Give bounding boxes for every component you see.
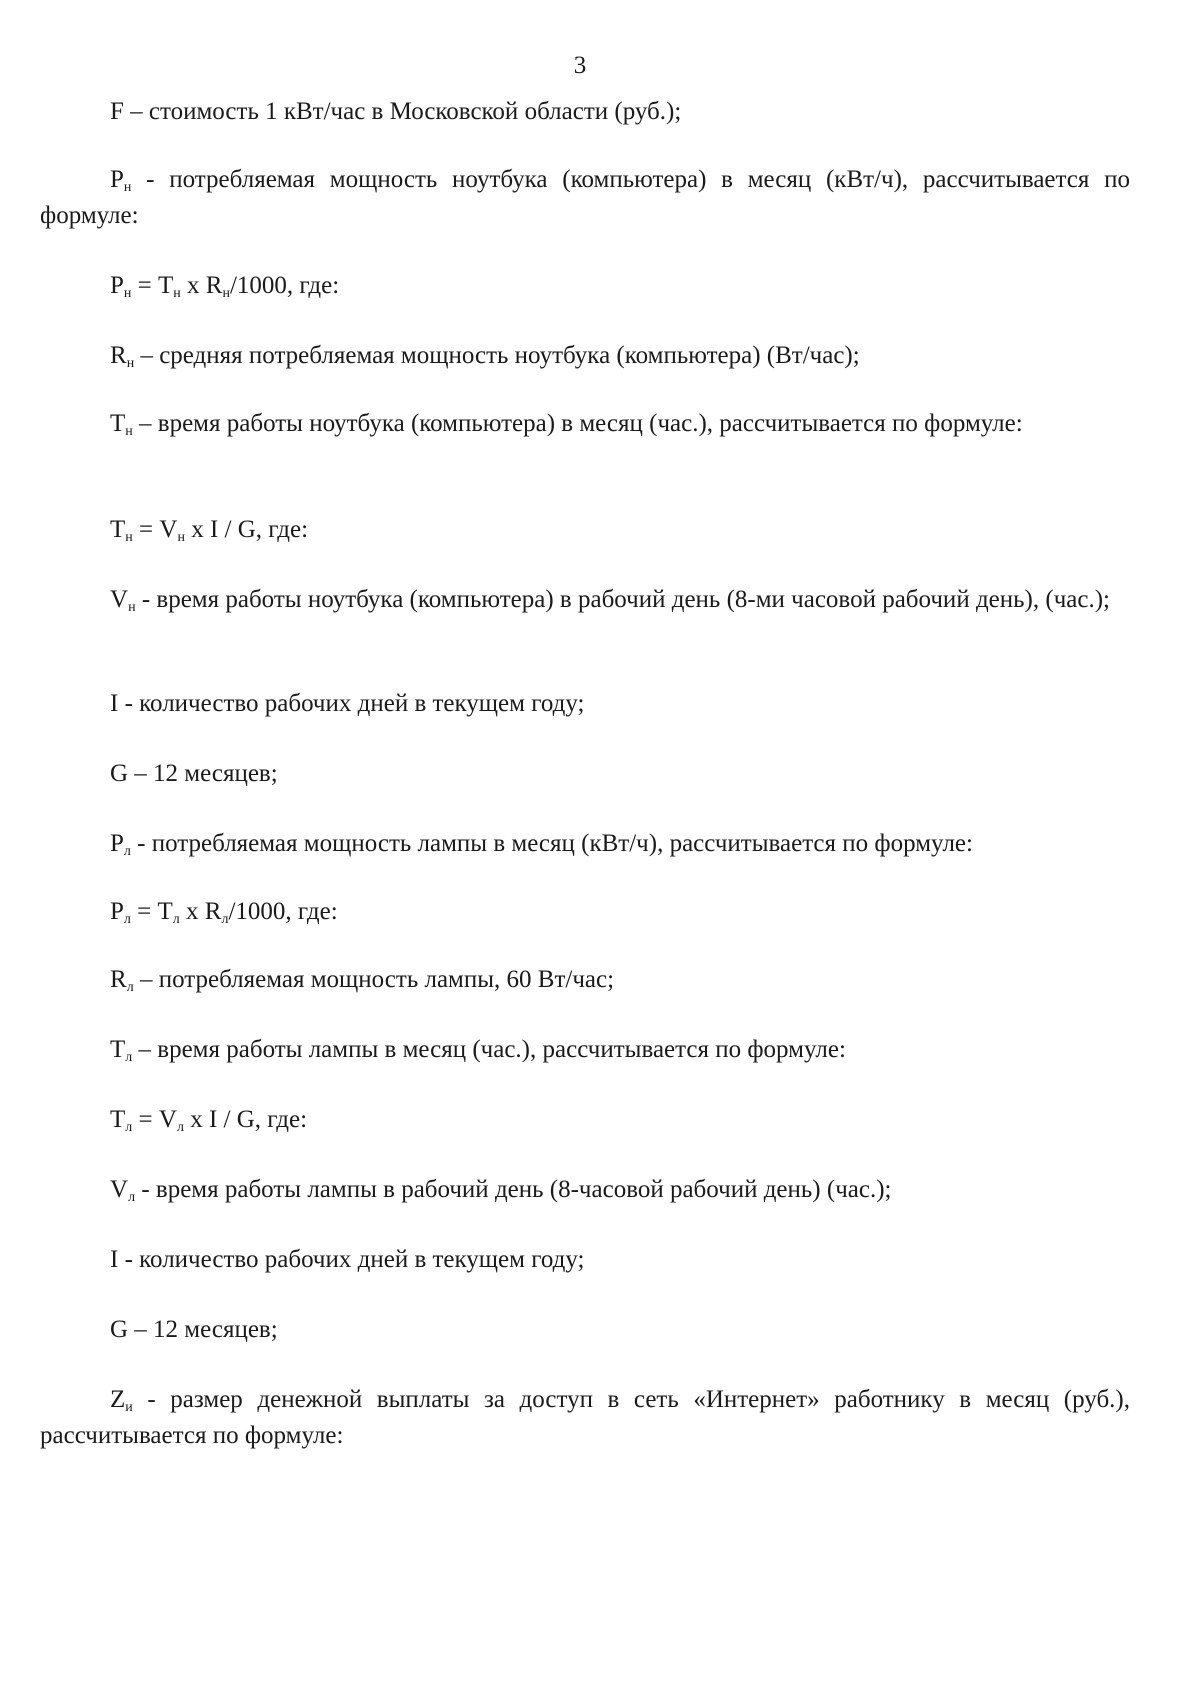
paragraph-tn-definition: $T_н$ – время работы ноутбука (компьютера) в месяц (час.), рассчитывается по формуле: (110, 410, 1023, 439)
paragraph-pl-definition: $P_л$ - потребляемая мощность лампы в месяц (кВт/ч), рассчитывается по формуле: (110, 830, 973, 859)
paragraph-vn-definition: $V_н$ - время работы ноутбука (компьютера) в рабочий день (8-ми часовой рабочий день), (час.); (110, 586, 1110, 615)
paragraph-i-workdays: I - количество рабочих дней в текущем году; (110, 690, 585, 717)
paragraph-vl-definition: $V_л$ - время работы лампы в рабочий день (8-часовой рабочий день) (час.); (110, 1176, 892, 1205)
paragraph-tl-definition: $T_л$ – время работы лампы в месяц (час.), рассчитывается по формуле: (110, 1036, 846, 1065)
paragraph-pn-definition: $P_н$ - потребляемая мощность ноутбука (компьютера) в месяц (кВт/ч), рассчитывается по формуле: (40, 166, 1130, 229)
paragraph-rn-definition: $R_н$ – средняя потребляемая мощность ноутбука (компьютера) (Вт/час); (110, 342, 860, 371)
paragraph-g-months: G – 12 месяцев; (110, 760, 278, 787)
formula-tl: $T_л = V_л$ x I / G, где: (110, 1106, 308, 1135)
paragraph-rl-definition: $R_л$ – потребляемая мощность лампы, 60 Вт/час; (110, 966, 615, 995)
formula-pn: $P_н = T_н$ x $R_н/1000$, где: (110, 272, 340, 301)
formula-tn: $T_н = V_н$ x I / G, где: (110, 516, 309, 545)
paragraph-zi-definition: $Z_и$ - размер денежной выплаты за доступ в сеть «Интернет» работнику в месяц (руб.), рассчитывается по формуле: (40, 1386, 1130, 1449)
page-number: 3 (573, 52, 587, 79)
paragraph-f-cost: F – стоимость 1 кВт/час в Московской области (руб.); (110, 98, 682, 125)
formula-pl: $P_л = T_л$ x $R_л/1000$, где: (110, 898, 338, 927)
paragraph-i-workdays-2: I - количество рабочих дней в текущем году; (110, 1246, 585, 1273)
paragraph-g-months-2: G – 12 месяцев; (110, 1316, 278, 1343)
